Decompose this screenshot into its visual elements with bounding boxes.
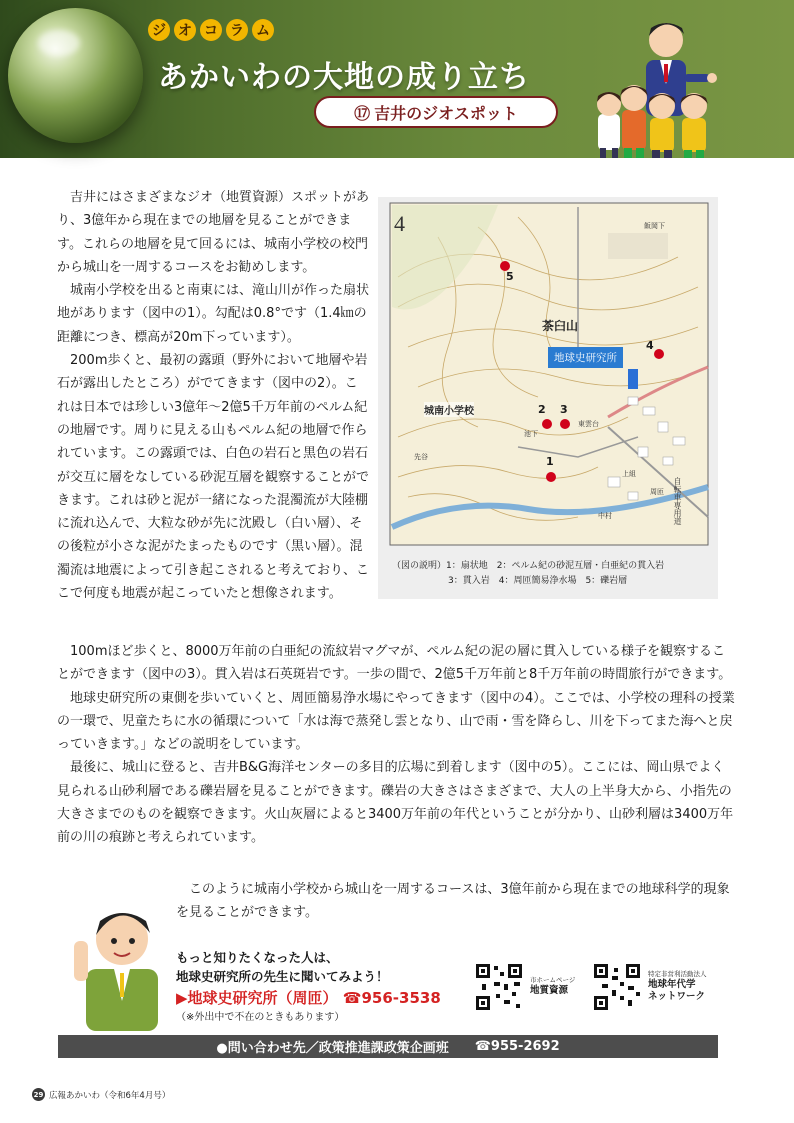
map-place-label: 中村 xyxy=(598,512,612,520)
episode-number: ⑰ xyxy=(354,103,371,123)
map-grid-number: 4 xyxy=(394,211,405,236)
map-place-label: 池下 xyxy=(524,430,538,438)
map-place-label: 先谷 xyxy=(414,453,428,461)
article-paragraph: 100mほど歩くと、8000万年前の白亜紀の流紋岩マグマが、ペルム紀の泥の層に貫入している様子を観察することができます（図中の3）。貫入岩は石英斑岩です。一歩の間で、2億5千万年前と8千万年前の時間旅行ができます。 xyxy=(57,644,732,683)
map-place-label: 周匝 xyxy=(650,488,664,496)
absence-note: （※外出中で不在のときもあります） xyxy=(176,1012,345,1023)
article-paragraph: 最後に、城山に登ると、吉井B&G海洋センターの多目的広場に到着します（図中の5）。ここには、岡山県でよく見られる山砂利層である礫岩層を見ることができます。礫岩の大きさはさまざまで、大人の上半身大から、小指先の大きさまでのものを観察できます。火山灰層によると3400万年前の年代ということが分かり、山砂利層は3400万年前の川の痕跡と考えられています。 xyxy=(57,760,734,846)
teacher-illustration xyxy=(74,901,170,1031)
qr-code-icon[interactable] xyxy=(474,962,524,1012)
article-paragraph: 吉井にはさまざまなジオ（地質資源）スポットがあり、3億年から現在までの地層を見ることができます。これらの地層を見て回るには、城南小学校の校門から城山を一周するコースをお勧めします。 xyxy=(57,190,370,275)
article-closing-text: このように城南小学校から城山を一周するコースは、3億年前から現在までの地球科学的現象を見ることができます。 xyxy=(176,882,730,920)
qr-label-small: 特定非営利活動法人 xyxy=(648,970,707,978)
map-place-label: 東雲台 xyxy=(578,420,599,428)
series-badge-char: ジ xyxy=(148,19,170,41)
series-badge-char: ム xyxy=(252,19,274,41)
institute-contact-link[interactable] xyxy=(176,987,441,1008)
contact-label: ●問い合わせ先／政策推進課政策企画班 xyxy=(216,1041,449,1056)
contact-bar xyxy=(58,1035,718,1058)
institute-link-label: ▶地球史研究所（周匝） xyxy=(176,989,338,1007)
map-caption-line: 3：貫入岩 4：周匝簡易浄水場 5：礫岩層 xyxy=(448,576,628,586)
phone-icon: ☎ xyxy=(342,989,362,1007)
map-point-4 xyxy=(654,349,664,359)
info-heading-line: もっと知りたくなった人は、 xyxy=(176,950,339,965)
topographic-map xyxy=(378,197,718,552)
map-label-institute: 地球史研究所 xyxy=(548,347,623,368)
page-title: あかいわの大地の成り立ち xyxy=(158,60,530,95)
qr-label-main: 地質資源 xyxy=(530,985,569,996)
map-place-label: 飯岡下 xyxy=(644,222,665,230)
map-point-3 xyxy=(560,419,570,429)
qr-label-geo-resources xyxy=(530,976,575,997)
info-heading xyxy=(176,948,389,986)
page-footer xyxy=(32,1088,170,1101)
map-point-label: 1 xyxy=(546,455,554,468)
map-label-school: 城南小学校 xyxy=(424,402,474,417)
qr-label-main: ネットワーク xyxy=(648,991,706,1002)
map-label-mountain: 茶臼山 xyxy=(542,319,579,333)
article-full-width xyxy=(57,640,737,850)
map-place-label: 上組 xyxy=(622,470,636,478)
series-badge-char: コ xyxy=(200,19,222,41)
qr-code-icon[interactable] xyxy=(592,962,642,1012)
series-badge-char: ラ xyxy=(226,19,248,41)
qr-label-main: 地球年代学 xyxy=(648,979,696,990)
series-badge-char: オ xyxy=(174,19,196,41)
header-banner xyxy=(0,0,794,158)
publication-name: 広報あかいわ（令和6年4月号） xyxy=(49,1090,171,1101)
geo-map-figure xyxy=(378,197,718,599)
info-heading-line: 地球史研究所の先生に聞いてみよう！ xyxy=(176,969,389,984)
article-paragraph: 200m歩くと、最初の露頭（野外において地層や岩石が露出したところ）がでてきます（図中の2）。これは日本では珍しい3億年～2億5千万年前のペルム紀の地層です。周りに見える山もペルム紀の地層で作られています。この露頭では、白色の岩石と黒色の岩石が交互に層をなしている砂泥互層を観察することができます。これは砂と泥が一緒になった混濁流が大陸棚に流れ込んで、大粒な砂が先に沈殿し（白い層）、その後粒が小さな泥がたまったものです（黒い層）。混濁流は地震によって引き起こされると考えており、ここで何度も地震が起こっていたと想像されます。 xyxy=(57,353,370,602)
article-paragraph: 地球史研究所の東側を歩いていくと、周匝簡易浄水場にやってきます（図中の4）。ここでは、小学校の理科の授業の一環で、児童たちに水の循環について「水は海で蒸発し雲となり、山で雨・雪を降らし、川を下ってまた海へと戻っていきます。」などの説明をしています。 xyxy=(57,690,735,753)
map-point-label: 4 xyxy=(646,339,654,352)
institute-phone: 956-3538 xyxy=(361,989,441,1007)
page-number: 29 xyxy=(32,1088,45,1101)
series-badge xyxy=(148,19,274,41)
qr-label-geochronology xyxy=(648,970,707,1003)
info-section xyxy=(58,900,738,1030)
article-paragraph: 城南小学校を出ると南東には、滝山川が作った扇状地があります（図中の1）。勾配は0.8°です（1.4㎞の距離につき、標高が20m下っています）。 xyxy=(57,283,370,345)
map-road-label: 自転車専用道 xyxy=(673,477,682,525)
map-point-label: 5 xyxy=(506,270,514,283)
map-point-label: 3 xyxy=(560,403,568,416)
episode-title: 吉井のジオスポット xyxy=(374,103,518,123)
qr-label-small: 市ホームページ xyxy=(530,976,576,984)
contact-phone-number: 955-2692 xyxy=(490,1039,560,1054)
glass-globe-image xyxy=(8,8,143,143)
episode-subtitle xyxy=(314,96,558,128)
map-point-label: 2 xyxy=(538,403,546,416)
map-point-2 xyxy=(542,419,552,429)
map-caption-line: （図の説明）1：扇状地 2：ペルム紀の砂泥互層・白亜紀の貫入岩 xyxy=(392,561,665,571)
people-illustration xyxy=(596,14,726,158)
map-point-1 xyxy=(546,472,556,482)
contact-phone xyxy=(475,1039,560,1054)
article-left-column xyxy=(57,186,369,605)
phone-icon: ☎ xyxy=(474,1039,491,1054)
